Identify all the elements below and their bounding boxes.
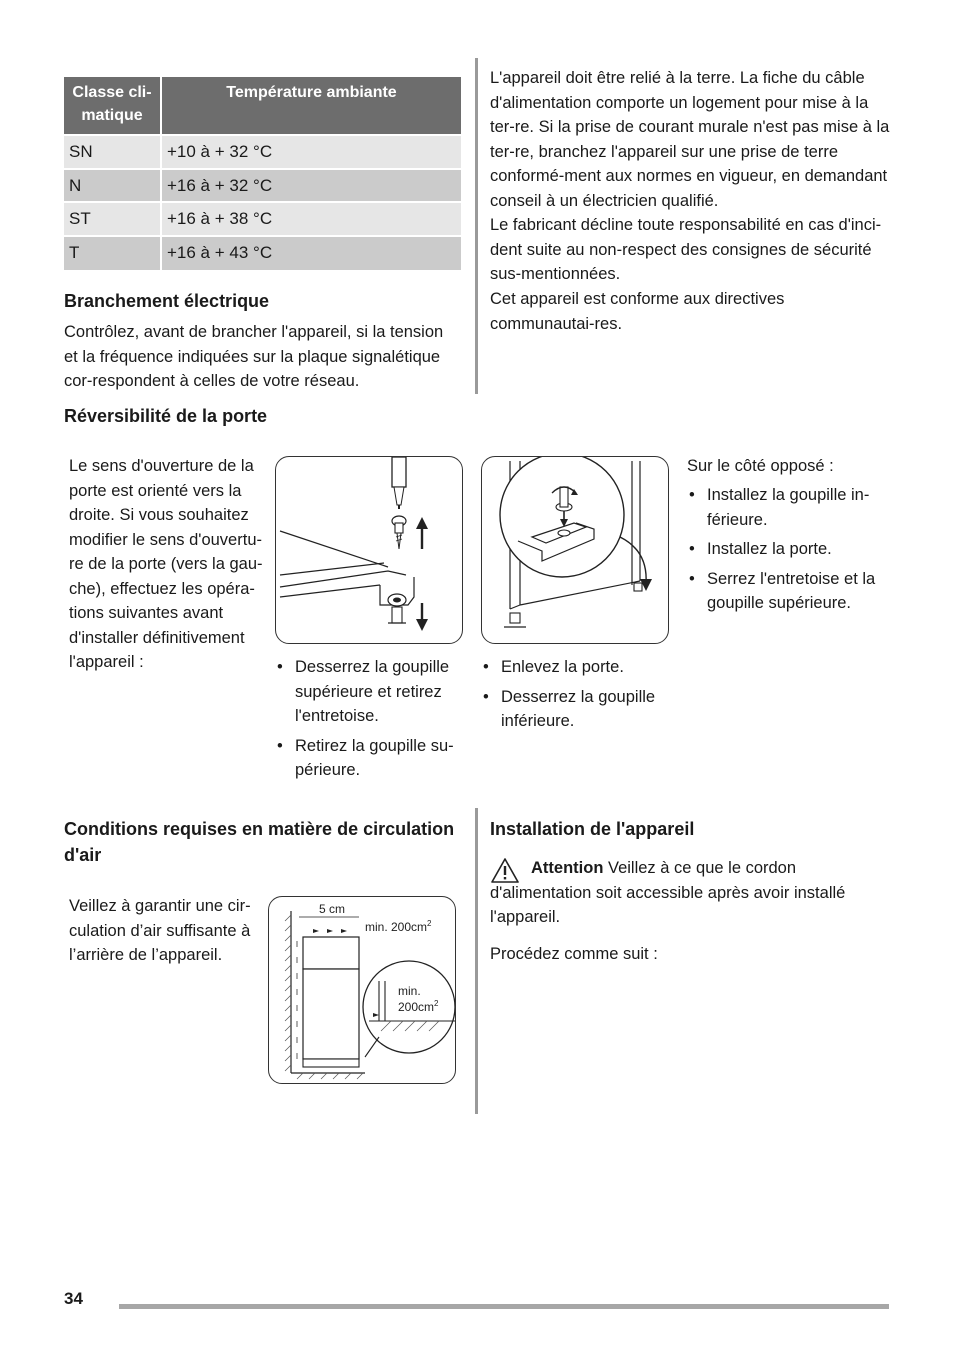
- dimension-top-vent-label: [365, 919, 432, 934]
- reversibilite-intro: Le sens d'ouverture de la porte est orienté vers la droite. Si vous souhaitez modifier le sens d'ouvertu-re de la porte (vers la gau-che), effectuez les opéra-tions suivantes avant d'installer définitivement l'appareil :: [69, 457, 263, 671]
- table-row: [64, 169, 461, 203]
- list-item: • Desserrez la goupille inférieure.: [481, 685, 671, 734]
- lower-pin-illustration: [482, 457, 669, 644]
- table-cell-temp: +16 à + 43 °C: [161, 236, 461, 270]
- dimension-5cm-label: 5 cm: [319, 902, 346, 916]
- branchement-heading: Branchement électrique: [64, 291, 270, 311]
- table-row: [64, 135, 461, 169]
- column-divider-bottom: [475, 808, 478, 1114]
- attention-text: Veillez à ce que le cordon d'alimentation soit accessible après avoir installé l'appareil.: [490, 859, 846, 926]
- table-cell-class: ST: [64, 202, 161, 236]
- table-row: [64, 202, 461, 236]
- table-header-climate-class-text: Classe cli- matique: [72, 84, 152, 124]
- table-header-row: [64, 77, 461, 135]
- table-row: [64, 236, 461, 270]
- circulation-text: Veillez à garantir une cir-culation d’air suffisante à l’arrière de l’appareil.: [69, 897, 251, 964]
- circulation-heading: Conditions requises en matière de circulation d'air: [64, 819, 455, 865]
- footer-rule: [119, 1304, 889, 1309]
- opposite-side-steps: [687, 483, 887, 621]
- inset-vent-label-1: min.: [398, 984, 421, 998]
- climate-table-wrapper: [64, 77, 461, 270]
- table-header-climate-class: [64, 77, 161, 135]
- grounding-paragraph: L'appareil doit être relié à la terre. La fiche du câble d'alimentation comporte un logement pour mise à la ter-re. Si la prise de courant murale n'est pas mise à la ter-re, branchez l'appareil sur une prise de terre conformé-ment aux normes en vigueur, en demandant conseil à un électricien qualifié.: [490, 69, 890, 210]
- table-cell-class: T: [64, 236, 161, 270]
- top-vent-exponent: 2: [427, 919, 432, 928]
- list-item: • Enlevez la porte.: [481, 655, 671, 680]
- upper-pin-steps: [275, 655, 465, 788]
- table-cell-temp: +16 à + 38 °C: [161, 202, 461, 236]
- climate-class-table: [64, 77, 461, 270]
- table-cell-class: N: [64, 169, 161, 203]
- page-number: 34: [64, 1289, 83, 1308]
- top-vent-text: min. 200cm: [365, 920, 428, 934]
- inset-vent-text: 200cm: [398, 1000, 435, 1014]
- opposite-side-lead: Sur le côté opposé :: [687, 457, 834, 475]
- reversibilite-heading: Réversibilité de la porte: [64, 406, 268, 426]
- upper-pin-illustration: [276, 457, 463, 644]
- table-header-ambient-temperature: Température ambiante: [161, 77, 461, 135]
- figure-upper-pin: [275, 456, 463, 644]
- table-cell-temp: +16 à + 32 °C: [161, 169, 461, 203]
- list-item: • Serrez l'entretoise et la goupille supérieure.: [687, 567, 887, 616]
- inset-vent-label-2: [398, 999, 439, 1014]
- table-cell-class: SN: [64, 135, 161, 169]
- list-item: • Installez la porte.: [687, 537, 887, 562]
- figure-ventilation: [268, 896, 456, 1084]
- inset-vent-exponent: 2: [434, 999, 439, 1008]
- ventilation-illustration: [269, 897, 456, 1084]
- attention-paragraph: [490, 856, 890, 930]
- attention-label: Attention: [531, 859, 604, 877]
- table-cell-temp: +10 à + 32 °C: [161, 135, 461, 169]
- installation-heading: Installation de l'appareil: [490, 819, 695, 839]
- liability-paragraph: Le fabricant décline toute responsabilité en cas d'inci-dent suite au non-respect des consignes de sécurité sus-mentionnées.: [490, 216, 882, 283]
- figure-lower-pin: [481, 456, 669, 644]
- column-divider-top: [475, 58, 478, 394]
- list-item: • Installez la goupille in-férieure.: [687, 483, 887, 532]
- list-item: • Retirez la goupille su-périeure.: [275, 734, 465, 783]
- conformity-paragraph: Cet appareil est conforme aux directives communautai-res.: [490, 290, 785, 333]
- branchement-text: Contrôlez, avant de brancher l'appareil, si la tension et la fréquence indiquées sur la plaque signalétique cor-respondent à celles de votre réseau.: [64, 323, 444, 390]
- door-removal-steps: [481, 655, 671, 739]
- procedure-intro: Procédez comme suit :: [490, 945, 658, 963]
- list-item: • Desserrez la goupille supérieure et retirez l'entretoise.: [275, 655, 465, 729]
